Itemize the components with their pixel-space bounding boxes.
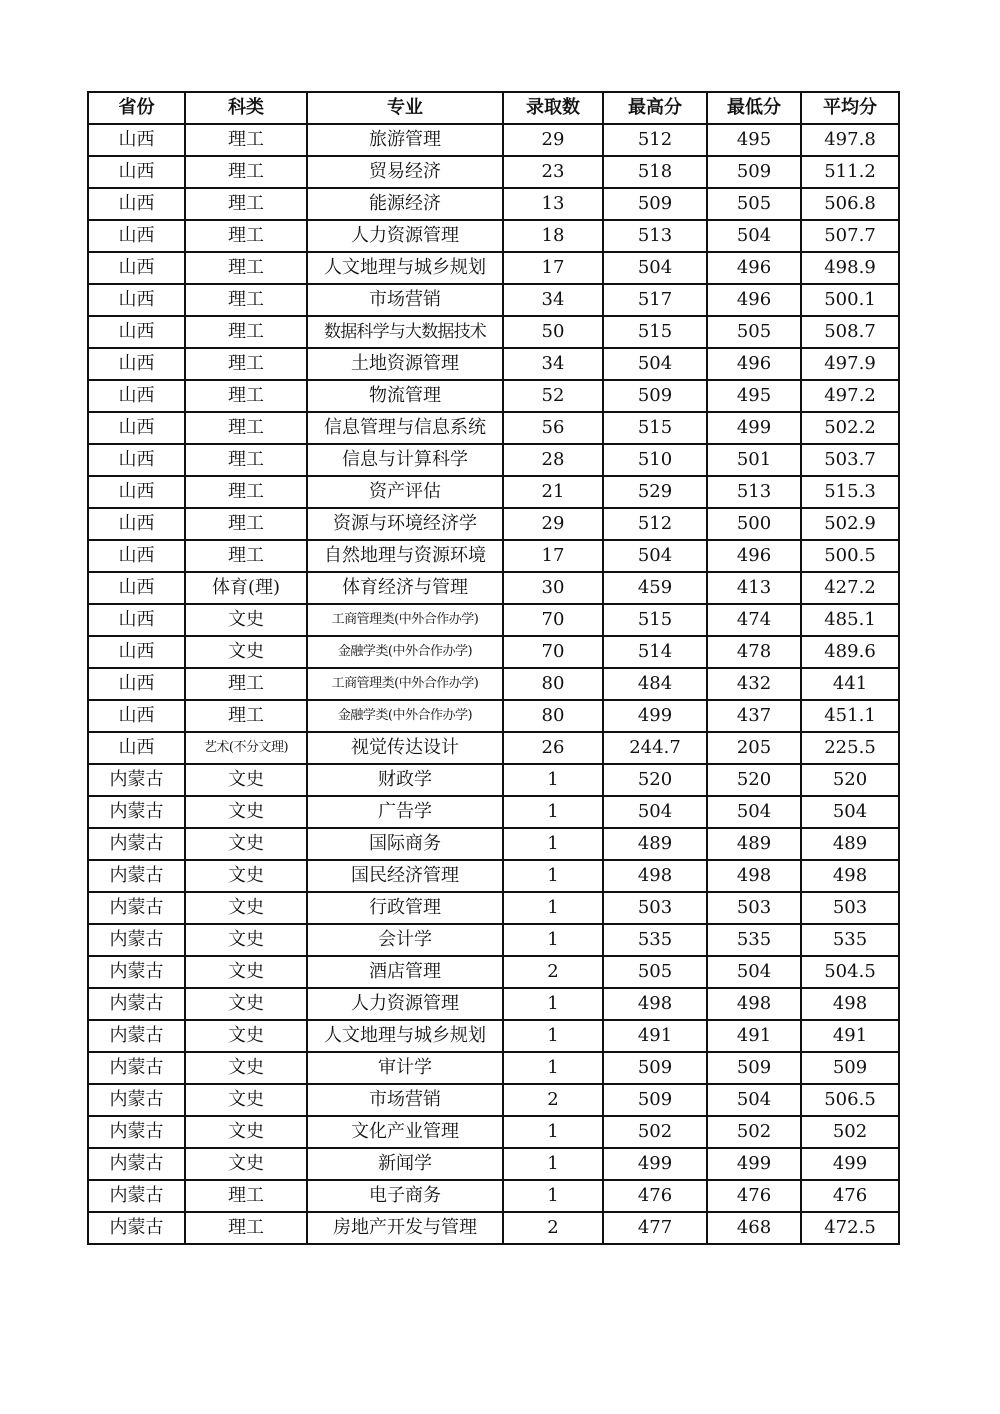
admitted-count-cell: 1 — [503, 988, 603, 1020]
highest-score-cell: 499 — [603, 1148, 707, 1180]
lowest-score-cell: 496 — [707, 540, 801, 572]
province-cell: 山西 — [88, 636, 185, 668]
average-score-cell: 535 — [801, 924, 899, 956]
major-cell: 工商管理类(中外合作办学) — [307, 604, 503, 636]
highest-score-cell: 509 — [603, 188, 707, 220]
province-cell: 内蒙古 — [88, 1020, 185, 1052]
lowest-score-cell: 476 — [707, 1180, 801, 1212]
average-score-cell: 508.7 — [801, 316, 899, 348]
province-cell: 山西 — [88, 444, 185, 476]
table-row — [88, 1212, 899, 1244]
admitted-count-cell: 1 — [503, 796, 603, 828]
admitted-count-cell: 34 — [503, 284, 603, 316]
province-cell: 山西 — [88, 412, 185, 444]
header-average-score: 平均分 — [801, 92, 899, 124]
category-cell: 理工 — [185, 188, 307, 220]
highest-score-cell: 477 — [603, 1212, 707, 1244]
category-cell: 艺术(不分文理) — [185, 732, 307, 764]
admitted-count-cell: 1 — [503, 1148, 603, 1180]
average-score-cell: 500.5 — [801, 540, 899, 572]
category-cell: 理工 — [185, 476, 307, 508]
category-cell: 文史 — [185, 604, 307, 636]
province-cell: 山西 — [88, 732, 185, 764]
province-cell: 山西 — [88, 348, 185, 380]
table-row — [88, 476, 899, 508]
average-score-cell: 489.6 — [801, 636, 899, 668]
province-cell: 山西 — [88, 156, 185, 188]
average-score-cell: 491 — [801, 1020, 899, 1052]
province-cell: 内蒙古 — [88, 1180, 185, 1212]
admitted-count-cell: 34 — [503, 348, 603, 380]
table-row — [88, 252, 899, 284]
major-cell: 数据科学与大数据技术 — [307, 316, 503, 348]
table-row — [88, 732, 899, 764]
lowest-score-cell: 509 — [707, 156, 801, 188]
table-row — [88, 412, 899, 444]
province-cell: 山西 — [88, 124, 185, 156]
province-cell: 内蒙古 — [88, 764, 185, 796]
major-cell: 酒店管理 — [307, 956, 503, 988]
admitted-count-cell: 1 — [503, 828, 603, 860]
lowest-score-cell: 505 — [707, 188, 801, 220]
average-score-cell: 476 — [801, 1180, 899, 1212]
category-cell: 文史 — [185, 988, 307, 1020]
table-row — [88, 764, 899, 796]
highest-score-cell: 515 — [603, 412, 707, 444]
lowest-score-cell: 498 — [707, 860, 801, 892]
category-cell: 理工 — [185, 380, 307, 412]
lowest-score-cell: 468 — [707, 1212, 801, 1244]
major-cell: 资源与环境经济学 — [307, 508, 503, 540]
category-cell: 理工 — [185, 252, 307, 284]
highest-score-cell: 459 — [603, 572, 707, 604]
admitted-count-cell: 29 — [503, 508, 603, 540]
table-row — [88, 540, 899, 572]
category-cell: 理工 — [185, 156, 307, 188]
major-cell: 视觉传达设计 — [307, 732, 503, 764]
admitted-count-cell: 17 — [503, 540, 603, 572]
table-row — [88, 1052, 899, 1084]
province-cell: 山西 — [88, 700, 185, 732]
lowest-score-cell: 499 — [707, 412, 801, 444]
highest-score-cell: 515 — [603, 316, 707, 348]
highest-score-cell: 504 — [603, 252, 707, 284]
lowest-score-cell: 432 — [707, 668, 801, 700]
province-cell: 山西 — [88, 284, 185, 316]
category-cell: 文史 — [185, 956, 307, 988]
category-cell: 体育(理) — [185, 572, 307, 604]
major-cell: 新闻学 — [307, 1148, 503, 1180]
province-cell: 山西 — [88, 508, 185, 540]
highest-score-cell: 499 — [603, 700, 707, 732]
header-admitted-count: 录取数 — [503, 92, 603, 124]
average-score-cell: 472.5 — [801, 1212, 899, 1244]
major-cell: 审计学 — [307, 1052, 503, 1084]
category-cell: 文史 — [185, 764, 307, 796]
average-score-cell: 489 — [801, 828, 899, 860]
lowest-score-cell: 535 — [707, 924, 801, 956]
admitted-count-cell: 18 — [503, 220, 603, 252]
province-cell: 内蒙古 — [88, 1116, 185, 1148]
admitted-count-cell: 26 — [503, 732, 603, 764]
table-row — [88, 1116, 899, 1148]
table-row — [88, 572, 899, 604]
table-row — [88, 668, 899, 700]
province-cell: 内蒙古 — [88, 924, 185, 956]
average-score-cell: 497.8 — [801, 124, 899, 156]
table-row — [88, 956, 899, 988]
admitted-count-cell: 29 — [503, 124, 603, 156]
lowest-score-cell: 205 — [707, 732, 801, 764]
major-cell: 人力资源管理 — [307, 988, 503, 1020]
major-cell: 财政学 — [307, 764, 503, 796]
highest-score-cell: 498 — [603, 988, 707, 1020]
table-row — [88, 508, 899, 540]
highest-score-cell: 503 — [603, 892, 707, 924]
lowest-score-cell: 489 — [707, 828, 801, 860]
lowest-score-cell: 474 — [707, 604, 801, 636]
table-row — [88, 828, 899, 860]
admission-scores-table — [87, 91, 900, 1245]
category-cell: 理工 — [185, 700, 307, 732]
major-cell: 资产评估 — [307, 476, 503, 508]
major-cell: 体育经济与管理 — [307, 572, 503, 604]
category-cell: 文史 — [185, 828, 307, 860]
major-cell: 贸易经济 — [307, 156, 503, 188]
average-score-cell: 441 — [801, 668, 899, 700]
average-score-cell: 500.1 — [801, 284, 899, 316]
lowest-score-cell: 505 — [707, 316, 801, 348]
average-score-cell: 503 — [801, 892, 899, 924]
lowest-score-cell: 504 — [707, 956, 801, 988]
table-row — [88, 1180, 899, 1212]
table-row — [88, 124, 899, 156]
major-cell: 人文地理与城乡规划 — [307, 1020, 503, 1052]
average-score-cell: 499 — [801, 1148, 899, 1180]
admitted-count-cell: 1 — [503, 1116, 603, 1148]
highest-score-cell: 491 — [603, 1020, 707, 1052]
lowest-score-cell: 496 — [707, 348, 801, 380]
province-cell: 内蒙古 — [88, 1148, 185, 1180]
lowest-score-cell: 520 — [707, 764, 801, 796]
average-score-cell: 485.1 — [801, 604, 899, 636]
average-score-cell: 502.9 — [801, 508, 899, 540]
category-cell: 理工 — [185, 412, 307, 444]
province-cell: 内蒙古 — [88, 796, 185, 828]
highest-score-cell: 504 — [603, 540, 707, 572]
lowest-score-cell: 495 — [707, 124, 801, 156]
category-cell: 文史 — [185, 1148, 307, 1180]
average-score-cell: 225.5 — [801, 732, 899, 764]
highest-score-cell: 505 — [603, 956, 707, 988]
category-cell: 文史 — [185, 1084, 307, 1116]
major-cell: 自然地理与资源环境 — [307, 540, 503, 572]
table-row — [88, 188, 899, 220]
lowest-score-cell: 502 — [707, 1116, 801, 1148]
category-cell: 文史 — [185, 636, 307, 668]
category-cell: 理工 — [185, 444, 307, 476]
major-cell: 物流管理 — [307, 380, 503, 412]
province-cell: 山西 — [88, 572, 185, 604]
category-cell: 理工 — [185, 668, 307, 700]
major-cell: 行政管理 — [307, 892, 503, 924]
lowest-score-cell: 513 — [707, 476, 801, 508]
major-cell: 人文地理与城乡规划 — [307, 252, 503, 284]
province-cell: 内蒙古 — [88, 956, 185, 988]
major-cell: 广告学 — [307, 796, 503, 828]
category-cell: 文史 — [185, 1052, 307, 1084]
lowest-score-cell: 500 — [707, 508, 801, 540]
average-score-cell: 451.1 — [801, 700, 899, 732]
highest-score-cell: 509 — [603, 380, 707, 412]
major-cell: 国际商务 — [307, 828, 503, 860]
average-score-cell: 507.7 — [801, 220, 899, 252]
category-cell: 文史 — [185, 860, 307, 892]
category-cell: 理工 — [185, 284, 307, 316]
average-score-cell: 515.3 — [801, 476, 899, 508]
lowest-score-cell: 504 — [707, 1084, 801, 1116]
admitted-count-cell: 1 — [503, 860, 603, 892]
table-row — [88, 284, 899, 316]
highest-score-cell: 535 — [603, 924, 707, 956]
admitted-count-cell: 70 — [503, 636, 603, 668]
highest-score-cell: 489 — [603, 828, 707, 860]
major-cell: 信息管理与信息系统 — [307, 412, 503, 444]
table-row — [88, 444, 899, 476]
highest-score-cell: 517 — [603, 284, 707, 316]
admitted-count-cell: 1 — [503, 764, 603, 796]
table-row — [88, 604, 899, 636]
major-cell: 市场营销 — [307, 284, 503, 316]
table-row — [88, 860, 899, 892]
province-cell: 内蒙古 — [88, 1212, 185, 1244]
category-cell: 文史 — [185, 924, 307, 956]
admitted-count-cell: 1 — [503, 1020, 603, 1052]
major-cell: 市场营销 — [307, 1084, 503, 1116]
admitted-count-cell: 80 — [503, 700, 603, 732]
admitted-count-cell: 1 — [503, 1052, 603, 1084]
category-cell: 文史 — [185, 1020, 307, 1052]
province-cell: 山西 — [88, 220, 185, 252]
highest-score-cell: 512 — [603, 508, 707, 540]
admitted-count-cell: 13 — [503, 188, 603, 220]
table-row — [88, 380, 899, 412]
highest-score-cell: 518 — [603, 156, 707, 188]
lowest-score-cell: 509 — [707, 1052, 801, 1084]
average-score-cell: 504 — [801, 796, 899, 828]
admitted-count-cell: 2 — [503, 1212, 603, 1244]
province-cell: 山西 — [88, 188, 185, 220]
lowest-score-cell: 499 — [707, 1148, 801, 1180]
admitted-count-cell: 52 — [503, 380, 603, 412]
table-row — [88, 636, 899, 668]
header-lowest-score: 最低分 — [707, 92, 801, 124]
province-cell: 山西 — [88, 476, 185, 508]
highest-score-cell: 504 — [603, 348, 707, 380]
admitted-count-cell: 21 — [503, 476, 603, 508]
highest-score-cell: 502 — [603, 1116, 707, 1148]
table-row — [88, 796, 899, 828]
table-row — [88, 1084, 899, 1116]
average-score-cell: 509 — [801, 1052, 899, 1084]
highest-score-cell: 484 — [603, 668, 707, 700]
major-cell: 国民经济管理 — [307, 860, 503, 892]
average-score-cell: 427.2 — [801, 572, 899, 604]
major-cell: 电子商务 — [307, 1180, 503, 1212]
highest-score-cell: 515 — [603, 604, 707, 636]
category-cell: 文史 — [185, 892, 307, 924]
major-cell: 文化产业管理 — [307, 1116, 503, 1148]
admitted-count-cell: 2 — [503, 956, 603, 988]
admitted-count-cell: 1 — [503, 924, 603, 956]
header-highest-score: 最高分 — [603, 92, 707, 124]
lowest-score-cell: 437 — [707, 700, 801, 732]
highest-score-cell: 520 — [603, 764, 707, 796]
major-cell: 信息与计算科学 — [307, 444, 503, 476]
category-cell: 理工 — [185, 316, 307, 348]
category-cell: 理工 — [185, 124, 307, 156]
table-row — [88, 1020, 899, 1052]
average-score-cell: 503.7 — [801, 444, 899, 476]
lowest-score-cell: 495 — [707, 380, 801, 412]
highest-score-cell: 244.7 — [603, 732, 707, 764]
province-cell: 山西 — [88, 380, 185, 412]
admitted-count-cell: 2 — [503, 1084, 603, 1116]
major-cell: 能源经济 — [307, 188, 503, 220]
header-category: 科类 — [185, 92, 307, 124]
lowest-score-cell: 496 — [707, 284, 801, 316]
category-cell: 理工 — [185, 1212, 307, 1244]
average-score-cell: 502.2 — [801, 412, 899, 444]
table-row — [88, 988, 899, 1020]
header-province: 省份 — [88, 92, 185, 124]
highest-score-cell: 514 — [603, 636, 707, 668]
admitted-count-cell: 17 — [503, 252, 603, 284]
average-score-cell: 498 — [801, 988, 899, 1020]
lowest-score-cell: 503 — [707, 892, 801, 924]
province-cell: 内蒙古 — [88, 1084, 185, 1116]
major-cell: 旅游管理 — [307, 124, 503, 156]
average-score-cell: 511.2 — [801, 156, 899, 188]
highest-score-cell: 504 — [603, 796, 707, 828]
province-cell: 山西 — [88, 316, 185, 348]
admitted-count-cell: 80 — [503, 668, 603, 700]
major-cell: 工商管理类(中外合作办学) — [307, 668, 503, 700]
lowest-score-cell: 498 — [707, 988, 801, 1020]
category-cell: 理工 — [185, 508, 307, 540]
province-cell: 内蒙古 — [88, 828, 185, 860]
table-body — [88, 124, 899, 1244]
table-row — [88, 700, 899, 732]
average-score-cell: 520 — [801, 764, 899, 796]
major-cell: 土地资源管理 — [307, 348, 503, 380]
admitted-count-cell: 50 — [503, 316, 603, 348]
table-row — [88, 220, 899, 252]
lowest-score-cell: 491 — [707, 1020, 801, 1052]
highest-score-cell: 513 — [603, 220, 707, 252]
admission-scores-sheet — [87, 91, 898, 1245]
province-cell: 山西 — [88, 604, 185, 636]
lowest-score-cell: 413 — [707, 572, 801, 604]
average-score-cell: 506.5 — [801, 1084, 899, 1116]
average-score-cell: 502 — [801, 1116, 899, 1148]
table-row — [88, 316, 899, 348]
category-cell: 文史 — [185, 796, 307, 828]
lowest-score-cell: 504 — [707, 796, 801, 828]
average-score-cell: 498.9 — [801, 252, 899, 284]
category-cell: 理工 — [185, 220, 307, 252]
average-score-cell: 504.5 — [801, 956, 899, 988]
average-score-cell: 497.2 — [801, 380, 899, 412]
admitted-count-cell: 30 — [503, 572, 603, 604]
highest-score-cell: 512 — [603, 124, 707, 156]
province-cell: 山西 — [88, 252, 185, 284]
major-cell: 人力资源管理 — [307, 220, 503, 252]
province-cell: 内蒙古 — [88, 860, 185, 892]
major-cell: 金融学类(中外合作办学) — [307, 636, 503, 668]
average-score-cell: 506.8 — [801, 188, 899, 220]
lowest-score-cell: 504 — [707, 220, 801, 252]
table-row — [88, 924, 899, 956]
admitted-count-cell: 56 — [503, 412, 603, 444]
category-cell: 理工 — [185, 1180, 307, 1212]
province-cell: 内蒙古 — [88, 1052, 185, 1084]
table-row — [88, 348, 899, 380]
major-cell: 房地产开发与管理 — [307, 1212, 503, 1244]
category-cell: 文史 — [185, 1116, 307, 1148]
table-row — [88, 1148, 899, 1180]
category-cell: 理工 — [185, 540, 307, 572]
highest-score-cell: 509 — [603, 1052, 707, 1084]
lowest-score-cell: 478 — [707, 636, 801, 668]
admitted-count-cell: 1 — [503, 892, 603, 924]
lowest-score-cell: 496 — [707, 252, 801, 284]
highest-score-cell: 498 — [603, 860, 707, 892]
header-major: 专业 — [307, 92, 503, 124]
lowest-score-cell: 501 — [707, 444, 801, 476]
admitted-count-cell: 28 — [503, 444, 603, 476]
admitted-count-cell: 23 — [503, 156, 603, 188]
province-cell: 内蒙古 — [88, 892, 185, 924]
major-cell: 会计学 — [307, 924, 503, 956]
highest-score-cell: 476 — [603, 1180, 707, 1212]
province-cell: 山西 — [88, 668, 185, 700]
major-cell: 金融学类(中外合作办学) — [307, 700, 503, 732]
highest-score-cell: 510 — [603, 444, 707, 476]
table-header-row — [88, 92, 899, 124]
average-score-cell: 498 — [801, 860, 899, 892]
category-cell: 理工 — [185, 348, 307, 380]
table-row — [88, 892, 899, 924]
province-cell: 内蒙古 — [88, 988, 185, 1020]
admitted-count-cell: 70 — [503, 604, 603, 636]
admitted-count-cell: 1 — [503, 1180, 603, 1212]
highest-score-cell: 529 — [603, 476, 707, 508]
province-cell: 山西 — [88, 540, 185, 572]
table-row — [88, 156, 899, 188]
average-score-cell: 497.9 — [801, 348, 899, 380]
highest-score-cell: 509 — [603, 1084, 707, 1116]
